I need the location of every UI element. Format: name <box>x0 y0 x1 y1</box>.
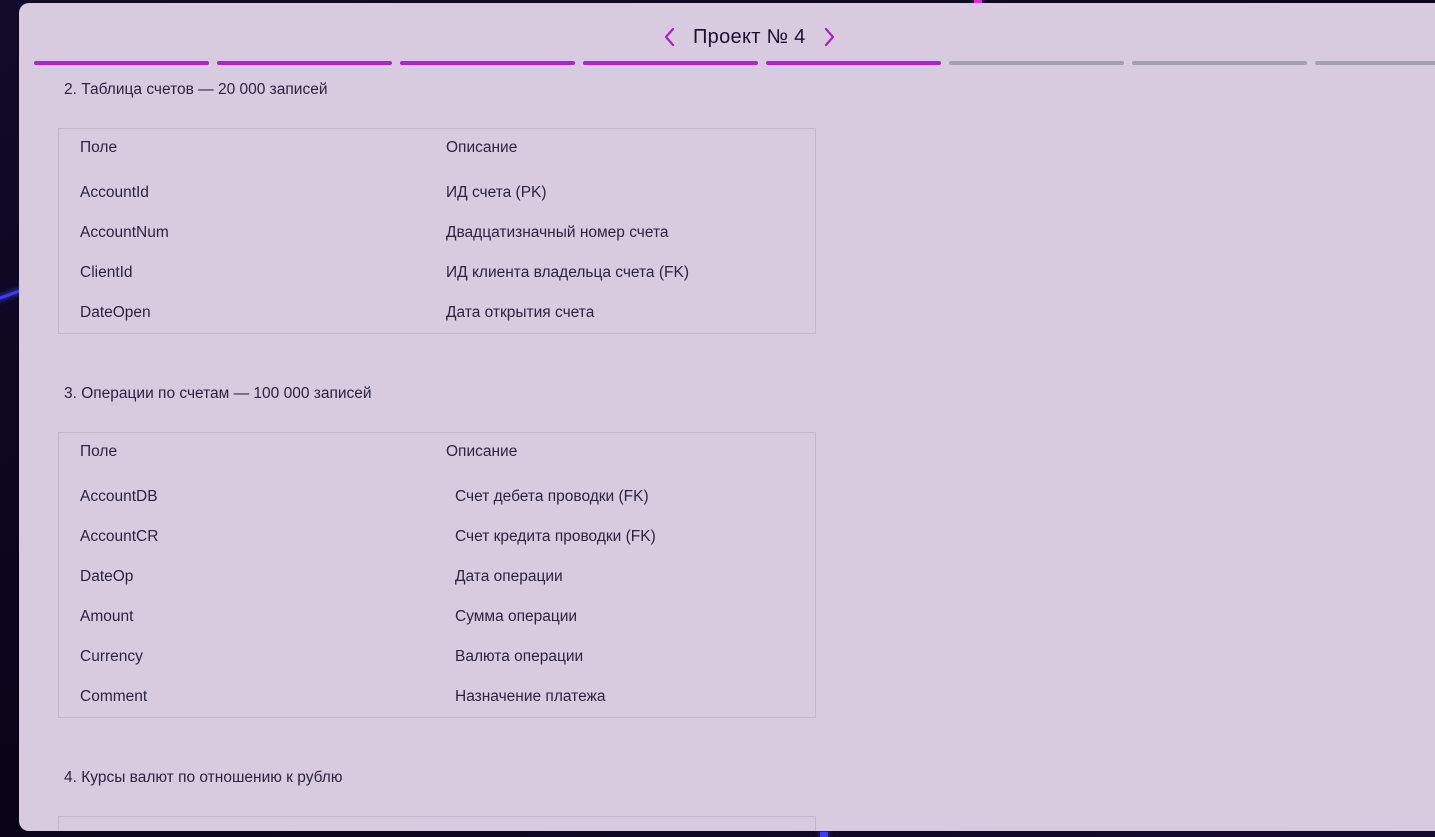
progress-step[interactable] <box>766 61 941 65</box>
operations-table <box>58 432 816 718</box>
section-title: 4. Курсы валют по отношению к рублю <box>64 769 343 786</box>
table-row <box>59 477 815 517</box>
column-header-field: Поле <box>80 443 118 460</box>
table-row <box>59 253 815 293</box>
project-header <box>19 3 1435 73</box>
column-header-description: Описание <box>446 443 518 460</box>
table-header-row <box>59 129 815 173</box>
field-description: ИД счета (PK) <box>446 184 547 201</box>
section-title: 3. Операции по счетам — 100 000 записей <box>64 385 372 402</box>
progress-step[interactable] <box>217 61 392 65</box>
progress-steps <box>34 61 1435 65</box>
field-description: Дата открытия счета <box>446 304 595 321</box>
table-row <box>59 557 815 597</box>
table-row <box>59 293 815 333</box>
field-description: Дата операции <box>455 568 563 585</box>
table-row <box>59 597 815 637</box>
chevron-left-icon[interactable] <box>659 23 679 51</box>
currency-rates-table <box>58 816 816 831</box>
field-name: AccountCR <box>80 528 159 545</box>
table-header-row <box>59 433 815 477</box>
field-name: AccountDB <box>80 488 158 505</box>
progress-step[interactable] <box>1132 61 1307 65</box>
field-name: ClientId <box>80 264 133 281</box>
progress-step[interactable] <box>949 61 1124 65</box>
progress-step[interactable] <box>34 61 209 65</box>
field-description: Счет кредита проводки (FK) <box>455 528 656 545</box>
field-description: Двадцатизначный номер счета <box>446 224 669 241</box>
field-name: AccountId <box>80 184 149 201</box>
field-name: DateOp <box>80 568 134 585</box>
field-description: Назначение платежа <box>455 688 606 705</box>
table-row <box>59 517 815 557</box>
table-row <box>59 213 815 253</box>
progress-step[interactable] <box>583 61 758 65</box>
table-row <box>59 677 815 717</box>
progress-step[interactable] <box>1315 61 1435 65</box>
field-name: DateOpen <box>80 304 151 321</box>
column-header-description: Описание <box>446 139 518 156</box>
project-nav <box>659 23 840 51</box>
table-row <box>59 173 815 213</box>
background-light-dot <box>820 832 828 837</box>
column-header-field: Поле <box>80 139 118 156</box>
progress-step[interactable] <box>400 61 575 65</box>
table-row <box>59 637 815 677</box>
field-description: Счет дебета проводки (FK) <box>455 488 649 505</box>
field-description: Валюта операции <box>455 648 584 665</box>
field-name: Amount <box>80 608 134 625</box>
field-description: ИД клиента владельца счета (FK) <box>446 264 689 281</box>
section-title: 2. Таблица счетов — 20 000 записей <box>64 81 328 98</box>
chevron-right-icon[interactable] <box>820 23 840 51</box>
field-name: Comment <box>80 688 148 705</box>
field-name: Currency <box>80 648 143 665</box>
project-panel <box>19 3 1435 831</box>
field-name: AccountNum <box>80 224 169 241</box>
field-description: Сумма операции <box>455 608 578 625</box>
accounts-table <box>58 128 816 334</box>
project-title: Проект № 4 <box>693 25 806 48</box>
